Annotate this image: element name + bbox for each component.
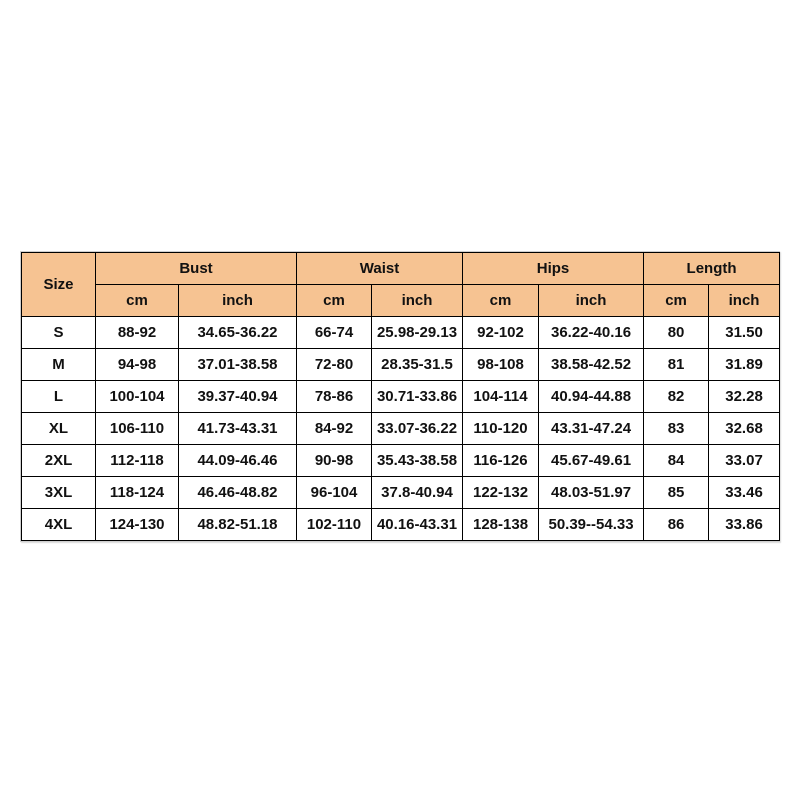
waist-cm-cell: 90-98 xyxy=(297,445,372,477)
bust-inch-cell: 34.65-36.22 xyxy=(179,317,297,349)
bust-inch-cell: 48.82-51.18 xyxy=(179,509,297,541)
unit-header-inch: inch xyxy=(709,285,780,317)
length-inch-cell: 32.68 xyxy=(709,413,780,445)
unit-header-cm: cm xyxy=(297,285,372,317)
hips-cm-cell: 104-114 xyxy=(463,381,539,413)
length-cm-cell: 81 xyxy=(644,349,709,381)
hips-inch-cell: 45.67-49.61 xyxy=(539,445,644,477)
waist-cm-cell: 84-92 xyxy=(297,413,372,445)
hips-inch-cell: 48.03-51.97 xyxy=(539,477,644,509)
table-row xyxy=(22,509,780,541)
waist-inch-cell: 28.35-31.5 xyxy=(372,349,463,381)
length-inch-cell: 33.46 xyxy=(709,477,780,509)
waist-cm-cell: 102-110 xyxy=(297,509,372,541)
hips-inch-cell: 43.31-47.24 xyxy=(539,413,644,445)
length-cm-cell: 86 xyxy=(644,509,709,541)
bust-cm-cell: 94-98 xyxy=(96,349,179,381)
length-inch-cell: 31.89 xyxy=(709,349,780,381)
waist-cm-cell: 66-74 xyxy=(297,317,372,349)
table-row xyxy=(22,381,780,413)
length-header: Length xyxy=(644,253,780,285)
waist-cm-cell: 72-80 xyxy=(297,349,372,381)
size-cell: L xyxy=(22,381,96,413)
hips-cm-cell: 92-102 xyxy=(463,317,539,349)
length-inch-cell: 32.28 xyxy=(709,381,780,413)
bust-inch-cell: 41.73-43.31 xyxy=(179,413,297,445)
length-cm-cell: 83 xyxy=(644,413,709,445)
size-chart xyxy=(20,251,780,542)
waist-inch-cell: 30.71-33.86 xyxy=(372,381,463,413)
hips-cm-cell: 128-138 xyxy=(463,509,539,541)
size-column-header: Size xyxy=(22,253,96,317)
hips-cm-cell: 110-120 xyxy=(463,413,539,445)
length-cm-cell: 84 xyxy=(644,445,709,477)
bust-cm-cell: 118-124 xyxy=(96,477,179,509)
bust-cm-cell: 124-130 xyxy=(96,509,179,541)
size-cell: 3XL xyxy=(22,477,96,509)
size-cell: S xyxy=(22,317,96,349)
waist-inch-cell: 40.16-43.31 xyxy=(372,509,463,541)
waist-inch-cell: 33.07-36.22 xyxy=(372,413,463,445)
hips-header: Hips xyxy=(463,253,644,285)
bust-cm-cell: 100-104 xyxy=(96,381,179,413)
table-row xyxy=(22,317,780,349)
bust-inch-cell: 44.09-46.46 xyxy=(179,445,297,477)
size-table xyxy=(21,252,780,541)
table-row xyxy=(22,445,780,477)
unit-header-cm: cm xyxy=(644,285,709,317)
length-cm-cell: 82 xyxy=(644,381,709,413)
hips-cm-cell: 122-132 xyxy=(463,477,539,509)
hips-cm-cell: 98-108 xyxy=(463,349,539,381)
table-row xyxy=(22,413,780,445)
bust-inch-cell: 39.37-40.94 xyxy=(179,381,297,413)
hips-inch-cell: 38.58-42.52 xyxy=(539,349,644,381)
length-inch-cell: 33.86 xyxy=(709,509,780,541)
waist-inch-cell: 25.98-29.13 xyxy=(372,317,463,349)
hips-inch-cell: 50.39--54.33 xyxy=(539,509,644,541)
table-row xyxy=(22,477,780,509)
length-cm-cell: 85 xyxy=(644,477,709,509)
unit-header-inch: inch xyxy=(372,285,463,317)
header-row-units xyxy=(22,285,780,317)
waist-inch-cell: 35.43-38.58 xyxy=(372,445,463,477)
waist-header: Waist xyxy=(297,253,463,285)
header-row-groups xyxy=(22,253,780,285)
waist-inch-cell: 37.8-40.94 xyxy=(372,477,463,509)
bust-inch-cell: 37.01-38.58 xyxy=(179,349,297,381)
unit-header-cm: cm xyxy=(463,285,539,317)
bust-header: Bust xyxy=(96,253,297,285)
unit-header-inch: inch xyxy=(539,285,644,317)
size-cell: M xyxy=(22,349,96,381)
size-cell: XL xyxy=(22,413,96,445)
table-row xyxy=(22,349,780,381)
length-inch-cell: 33.07 xyxy=(709,445,780,477)
bust-cm-cell: 112-118 xyxy=(96,445,179,477)
waist-cm-cell: 78-86 xyxy=(297,381,372,413)
hips-cm-cell: 116-126 xyxy=(463,445,539,477)
unit-header-cm: cm xyxy=(96,285,179,317)
bust-inch-cell: 46.46-48.82 xyxy=(179,477,297,509)
length-cm-cell: 80 xyxy=(644,317,709,349)
bust-cm-cell: 106-110 xyxy=(96,413,179,445)
hips-inch-cell: 36.22-40.16 xyxy=(539,317,644,349)
hips-inch-cell: 40.94-44.88 xyxy=(539,381,644,413)
size-cell: 4XL xyxy=(22,509,96,541)
waist-cm-cell: 96-104 xyxy=(297,477,372,509)
unit-header-inch: inch xyxy=(179,285,297,317)
bust-cm-cell: 88-92 xyxy=(96,317,179,349)
table-body xyxy=(22,317,780,541)
size-cell: 2XL xyxy=(22,445,96,477)
length-inch-cell: 31.50 xyxy=(709,317,780,349)
